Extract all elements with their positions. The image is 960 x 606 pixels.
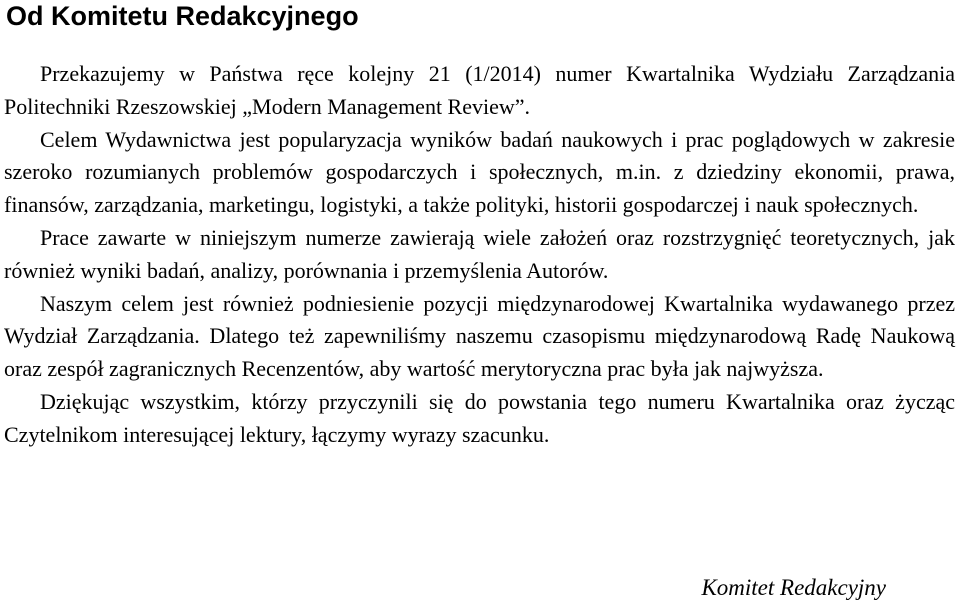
- paragraph-aim: Celem Wydawnictwa jest popularyzacja wyników badań naukowych i prac poglądowych w zakresie szeroko rozumianych problemów gospodarczych i społecznych, m.in. z dziedziny ekonomii, prawa, finansów, zarządzania, marketingu, logistyki, a także polityki, historii gospodarczej i nauk społecznych.: [4, 126, 955, 218]
- document-body: [4, 58, 955, 452]
- page-title: Od Komitetu Redakcyjnego: [6, 1, 359, 31]
- paragraph-intro: Przekazujemy w Państwa ręce kolejny 21 (1/2014) numer Kwartalnika Wydziału Zarządzania Politechniki Rzeszowskiej „Modern Management Review”.: [4, 61, 955, 119]
- paragraph-thanks: Dziękując wszystkim, którzy przyczynili się do powstania tego numeru Kwartalnika oraz życząc Czytelnikom interesującej lektury, łączymy wyrazy szacunku.: [4, 388, 955, 447]
- paragraph-international: Naszym celem jest również podniesienie pozycji międzynarodowej Kwartalnika wydawanego przez Wydział Zarządzania. Dlatego też zapewniliśmy naszemu czasopismu międzynarodową Radę Naukową oraz zespół zagranicznych Recenzentów, aby wartość merytoryczna prac była jak najwyższa.: [4, 290, 955, 382]
- signature: Komitet Redakcyjny: [701, 575, 886, 600]
- paragraph-contents: Prace zawarte w niniejszym numerze zawierają wiele założeń oraz rozstrzygnięć teoretycznych, jak również wyniki badań, analizy, porównania i przemyślenia Autorów.: [4, 224, 955, 283]
